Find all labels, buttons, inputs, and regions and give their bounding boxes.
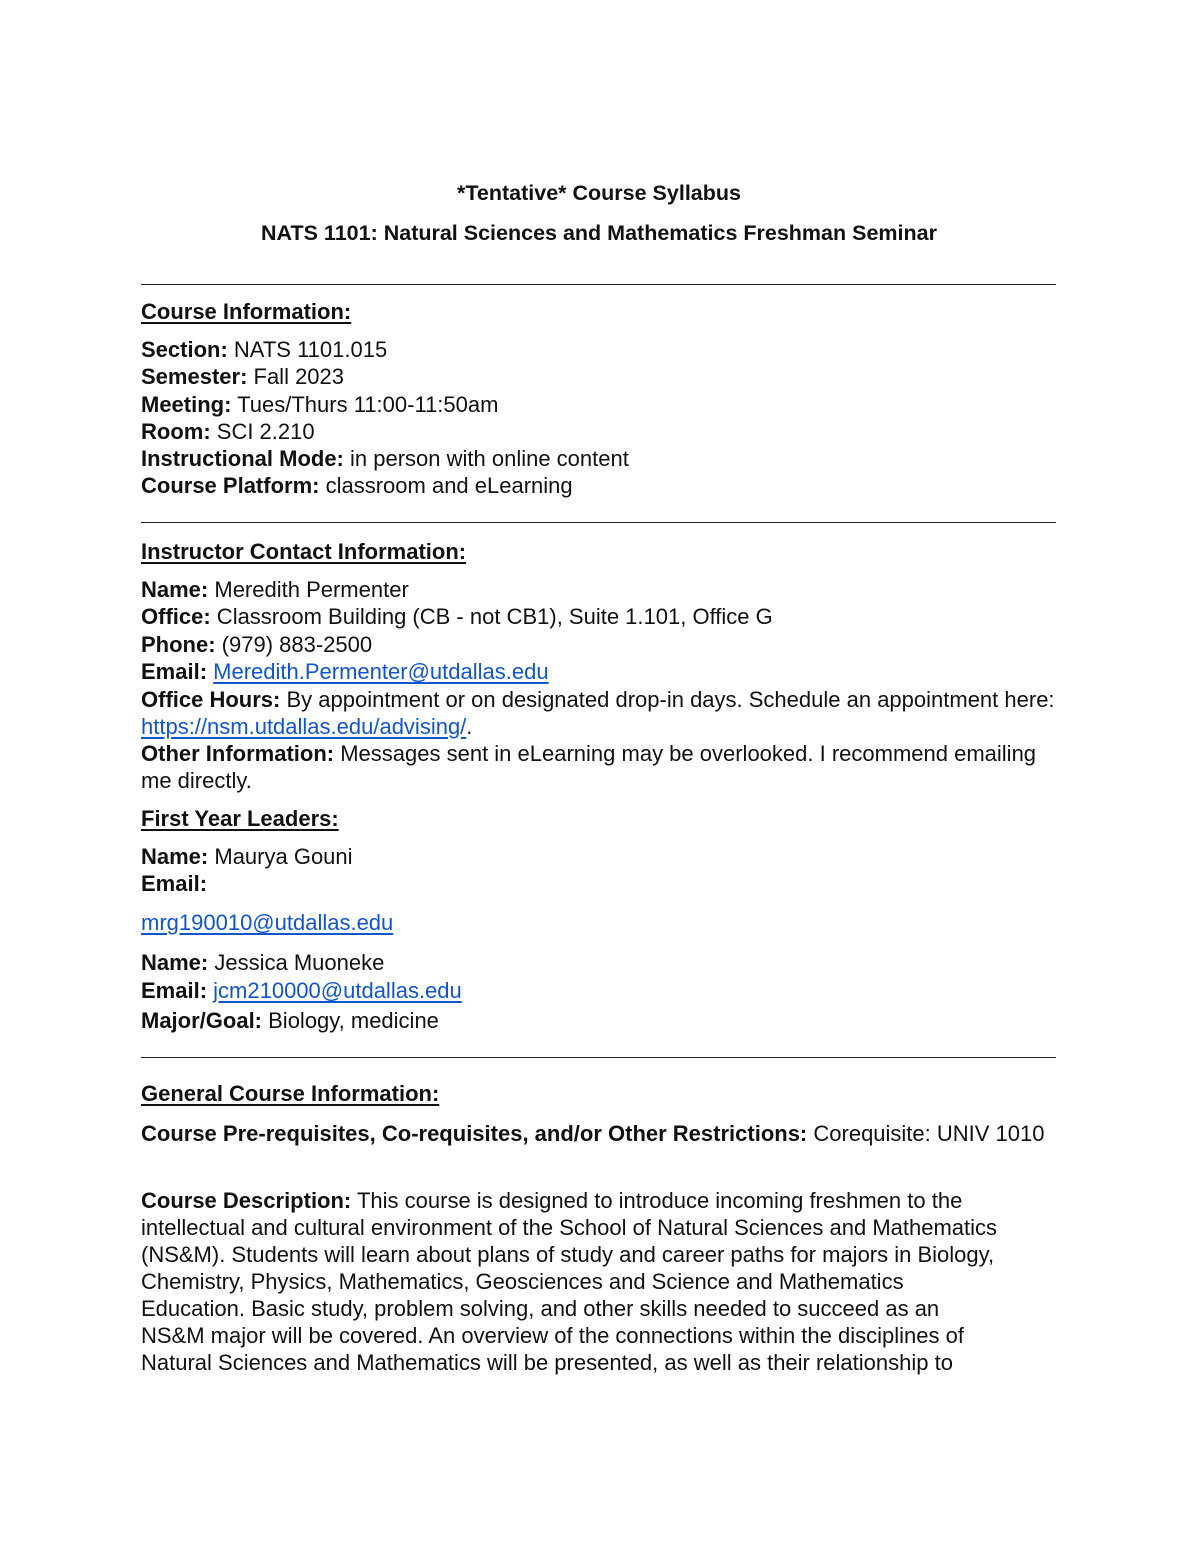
semester-line	[141, 364, 344, 390]
leader1-email-label: Email:	[141, 871, 208, 896]
course-info-heading: Course Information:	[141, 299, 352, 324]
mode-value: in person with online content	[343, 446, 629, 471]
meeting-line	[141, 392, 498, 418]
general-heading: General Course Information:	[141, 1081, 440, 1106]
description-line: Natural Sciences and Mathematics will be presented, as well as their relationship to	[141, 1350, 953, 1375]
document-title: *Tentative* Course Syllabus	[457, 181, 741, 205]
leader1-email-link[interactable]: mrg190010@utdallas.edu	[141, 910, 394, 935]
other-info-text: Messages sent in eLearning may be overlooked. I recommend emailing me directly.	[141, 741, 1037, 793]
leader2-email-label: Email:	[141, 978, 208, 1003]
section-label: Section:	[141, 337, 228, 362]
platform-line	[141, 473, 573, 499]
leader2-goal-line	[141, 1008, 439, 1034]
room-value: SCI 2.210	[210, 419, 315, 444]
divider-3	[141, 1057, 1056, 1058]
description-line: Education. Basic study, problem solving, and other skills needed to succeed as an	[141, 1296, 940, 1321]
divider-1	[141, 284, 1056, 285]
leader1-name-label: Name:	[141, 844, 209, 869]
mode-line	[141, 446, 629, 472]
office-hours-label: Office Hours:	[141, 687, 281, 712]
description-line: Chemistry, Physics, Mathematics, Geosciences and Science and Mathematics	[141, 1269, 904, 1294]
instructor-name-value: Meredith Permenter	[208, 577, 409, 602]
instructor-heading: Instructor Contact Information:	[141, 539, 467, 564]
instructor-office-line	[141, 604, 773, 630]
other-info-label: Other Information:	[141, 741, 335, 766]
leader2-name-label: Name:	[141, 950, 209, 975]
leader1-name-line	[141, 844, 353, 870]
leader2-name-line	[141, 950, 384, 976]
mode-label: Instructional Mode:	[141, 446, 344, 471]
section-line	[141, 337, 387, 363]
platform-value: classroom and eLearning	[319, 473, 573, 498]
leader2-name-value: Jessica Muoneke	[208, 950, 385, 975]
meeting-label: Meeting:	[141, 392, 232, 417]
office-hours-block	[141, 686, 1057, 740]
meeting-value: Tues/Thurs 11:00-11:50am	[231, 392, 499, 417]
semester-value: Fall 2023	[247, 364, 345, 389]
divider-2	[141, 522, 1056, 523]
office-hours-period: .	[466, 714, 473, 739]
semester-label: Semester:	[141, 364, 248, 389]
office-value: Classroom Building (CB - not CB1), Suite 1.101, Office G	[210, 604, 773, 629]
instructor-email-line	[141, 659, 549, 685]
prereq-block	[141, 1120, 1057, 1147]
prereq-label: Course Pre-requisites, Co-requisites, and/or Other Restrictions:	[141, 1121, 808, 1146]
description-label: Course Description:	[141, 1188, 352, 1213]
instructor-name-line	[141, 577, 409, 603]
advising-link[interactable]: https://nsm.utdallas.edu/advising/	[141, 714, 467, 739]
other-info-block	[141, 740, 1057, 794]
leader1-name-value: Maurya Gouni	[208, 844, 353, 869]
room-line	[141, 419, 315, 445]
leader2-goal-value: Biology, medicine	[262, 1008, 439, 1033]
leader1-email-row	[141, 910, 393, 936]
description-line: intellectual and cultural environment of the School of Natural Sciences and Mathematics	[141, 1215, 998, 1240]
description-line: (NS&M). Students will learn about plans of study and career paths for majors in Biology,	[141, 1242, 995, 1267]
office-label: Office:	[141, 604, 211, 629]
leaders-heading: First Year Leaders:	[141, 806, 339, 831]
description-text: This course is designed to introduce incoming freshmen to the	[351, 1188, 963, 1213]
leader2-email-line	[141, 978, 462, 1004]
phone-label: Phone:	[141, 632, 216, 657]
leader1-email-line	[141, 871, 207, 897]
section-value: NATS 1101.015	[227, 337, 388, 362]
description-line	[141, 1187, 997, 1214]
platform-label: Course Platform:	[141, 473, 320, 498]
instructor-phone-line	[141, 632, 372, 658]
course-subtitle: NATS 1101: Natural Sciences and Mathematics Freshman Seminar	[261, 221, 937, 245]
instructor-email-link[interactable]: Meredith.Permenter@utdallas.edu	[213, 659, 549, 684]
office-hours-text: By appointment or on designated drop-in days. Schedule an appointment here:	[280, 687, 1055, 712]
leader2-goal-label: Major/Goal:	[141, 1008, 263, 1033]
description-line: NS&M major will be covered. An overview of the connections within the disciplines of	[141, 1323, 964, 1348]
leader2-email-link[interactable]: jcm210000@utdallas.edu	[213, 978, 462, 1003]
description-block	[141, 1187, 997, 1376]
email-label: Email:	[141, 659, 208, 684]
instructor-name-label: Name:	[141, 577, 209, 602]
prereq-text: Corequisite: UNIV 1010	[807, 1121, 1045, 1146]
room-label: Room:	[141, 419, 211, 444]
phone-value: (979) 883-2500	[215, 632, 373, 657]
